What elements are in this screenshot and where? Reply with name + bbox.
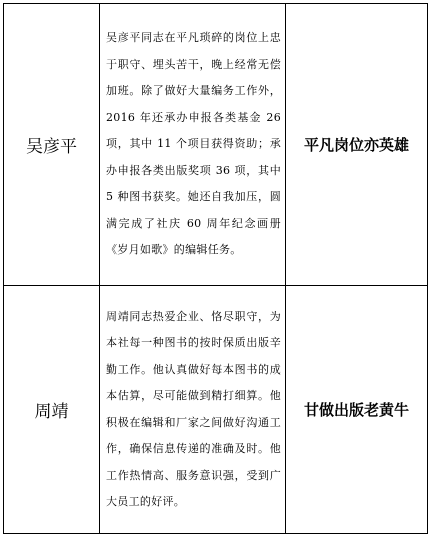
person-description <box>100 286 286 534</box>
description-text: 周靖同志热爱企业、恪尽职守，为本社每一种图书的按时保质出版辛勤工作。他认真做好每本图书的成本估算，尽可能做到精打细算。他积极在编辑和厂家之间做好沟通工作，确保信息传递的准确及时。他工作热情高、服务意识强，受到广大员工的好评。 <box>106 309 281 508</box>
table-row <box>4 4 428 286</box>
honor-title: 甘做出版老黄牛 <box>286 286 428 534</box>
table-row <box>4 286 428 534</box>
description-text: 吴彦平同志在平凡琐碎的岗位上忠于职守、埋头苦干，晚上经常无偿加班。除了做好大量编务工作外，2016 年还承办申报各类基金 26 项，其中 11 个项目获得资助；承办申报各类出版奖项 36 项，其中 5 种图书获奖。她还自我加压，圆满完成了社庆 60 周年纪念画册《岁月如歌》的编辑任务。 <box>106 31 281 257</box>
person-name: 周靖 <box>4 286 100 534</box>
person-name: 吴彦平 <box>4 4 100 286</box>
awards-table <box>3 3 428 534</box>
person-description <box>100 4 286 286</box>
honor-title: 平凡岗位亦英雄 <box>286 4 428 286</box>
